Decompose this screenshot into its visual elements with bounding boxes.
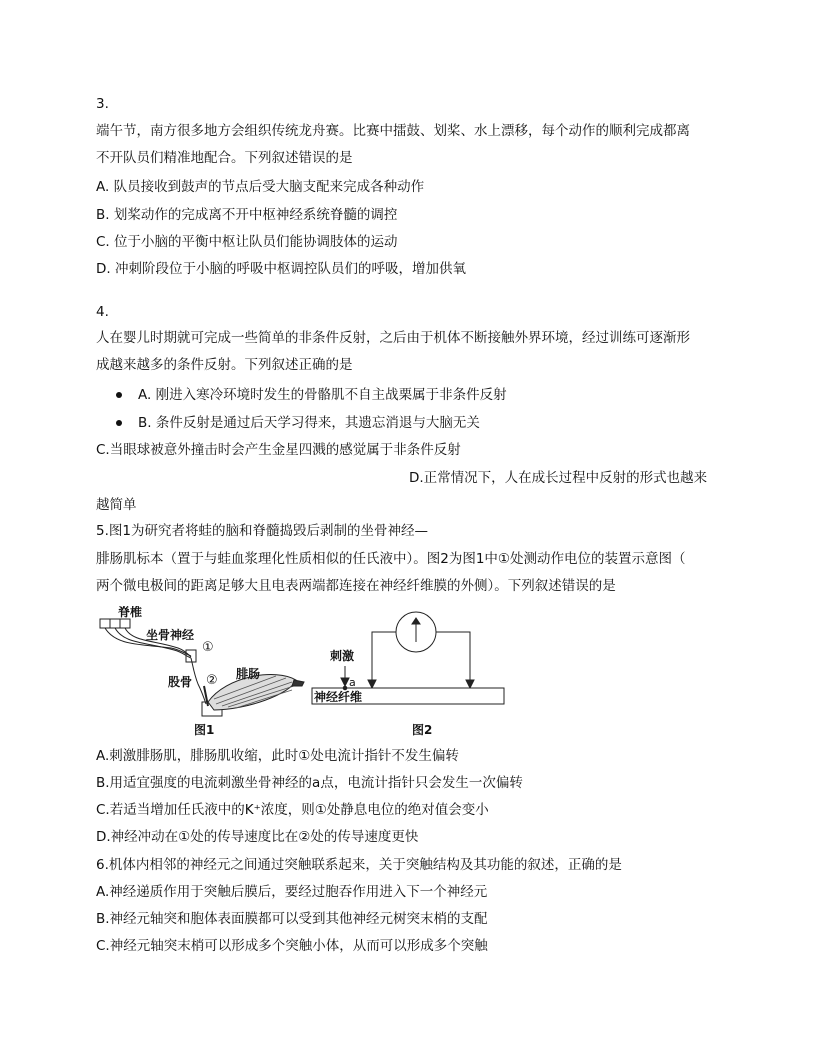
q4-option-d-part1: D.正常情况下，人在成长过程中反射的形式也越来 (409, 470, 708, 486)
left-electrode-wire (372, 632, 396, 686)
q4-option-a-text: A. 刚进入寒冷环境时发生的骨骼肌不自主战栗属于非条件反射 (138, 387, 507, 403)
label-point-a: a (349, 676, 356, 689)
q4-option-b-text: B. 条件反射是通过后天学习得来，其遗忘消退与大脑无关 (138, 415, 480, 431)
q5-option-b: B.用适宜强度的电流刺激坐骨神经的a点，电流计指针只会发生一次偏转 (96, 775, 523, 791)
q5-stem-line2: 腓肠肌标本（置于与蛙血浆理化性质相似的任氏液中）。图2为图1中①处测动作电位的装置示意图（ (96, 551, 686, 567)
right-electrode-wire (436, 632, 470, 686)
bullet-icon (116, 420, 122, 426)
label-nerve-fiber: 神经纤维 (314, 690, 363, 704)
q4-option-d-part2: 越简单 (96, 497, 137, 513)
q4-stem-line2: 成越来越多的条件反射。下列叙述正确的是 (96, 357, 353, 373)
label-figure-1: 图1 (194, 723, 215, 737)
label-stimulus: 刺激 (330, 649, 355, 663)
label-site-2: ② (206, 673, 218, 688)
spine-vertebra (100, 619, 110, 628)
right-electrode-icon (466, 680, 474, 688)
q4-number: 4. (96, 304, 109, 320)
spine-vertebra (120, 619, 130, 628)
label-site-1: ① (202, 640, 214, 655)
q6-option-a: A.神经递质作用于突触后膜后，要经过胞吞作用进入下一个神经元 (96, 884, 488, 900)
q3-number: 3. (96, 96, 109, 112)
q4-stem-line1: 人在婴儿时期就可完成一些简单的非条件反射，之后由于机体不断接触外界环境，经过训练可逐渐形 (96, 330, 690, 346)
q3-option-b: B. 划桨动作的完成离不开中枢神经系统脊髓的调控 (96, 207, 398, 223)
label-figure-2: 图2 (412, 723, 433, 737)
sciatic-nerve (191, 658, 206, 704)
bullet-icon (116, 392, 122, 398)
left-electrode-icon (368, 680, 376, 688)
q4-option-a (116, 385, 507, 405)
q3-option-c: C. 位于小脑的平衡中枢让队员们能协调肢体的运动 (96, 234, 398, 250)
achilles-tendon (292, 680, 304, 686)
q5-option-d: D.神经冲动在①处的传导速度比在②处的传导速度更快 (96, 829, 419, 845)
spine-vertebra (110, 619, 120, 628)
q5-stem-line1: 5.图1为研究者将蛙的脑和脊髓捣毁后剥制的坐骨神经— (96, 523, 428, 539)
q3-stem-line1: 端午节，南方很多地方会组织传统龙舟赛。比赛中擂鼓、划桨、水上漂移，每个动作的顺利完成都离 (96, 123, 690, 139)
q3-stem-line2: 不开队员们精准地配合。下列叙述错误的是 (96, 150, 353, 166)
nerve-muscle-figure (96, 606, 508, 740)
label-femur: 股骨 (168, 675, 193, 689)
q5-option-c: C.若适当增加任氏液中的K⁺浓度，则①处静息电位的绝对值会变小 (96, 802, 489, 818)
q4-option-b (116, 413, 480, 433)
figure1-specimen (100, 619, 304, 716)
q3-option-d: D. 冲刺阶段位于小脑的呼吸中枢调控队员们的呼吸，增加供氧 (96, 261, 466, 277)
stimulus-arrow-icon (341, 678, 349, 686)
q5-stem-line3: 两个微电极间的距离足够大且电表两端都连接在神经纤维膜的外侧）。下列叙述错误的是 (96, 578, 616, 594)
q4-option-c: C.当眼球被意外撞击时会产生金星四溅的感觉属于非条件反射 (96, 442, 461, 458)
label-gastrocnemius: 腓肠 (236, 667, 261, 681)
q3-option-a: A. 队员接收到鼓声的节点后受大脑支配来完成各种动作 (96, 179, 425, 195)
q6-option-b: B.神经元轴突和胞体表面膜都可以受到其他神经元树突末梢的支配 (96, 911, 488, 927)
label-spine: 脊椎 (118, 606, 143, 619)
q6-stem: 6.机体内相邻的神经元之间通过突触联系起来，关于突触结构及其功能的叙述，正确的是 (96, 857, 622, 873)
q5-option-a: A.刺激腓肠肌，腓肠肌收缩，此时①处电流计指针不发生偏转 (96, 748, 459, 764)
q6-option-c: C.神经元轴突末梢可以形成多个突触小体，从而可以形成多个突触 (96, 938, 488, 954)
label-sciatic-nerve: 坐骨神经 (146, 628, 195, 642)
